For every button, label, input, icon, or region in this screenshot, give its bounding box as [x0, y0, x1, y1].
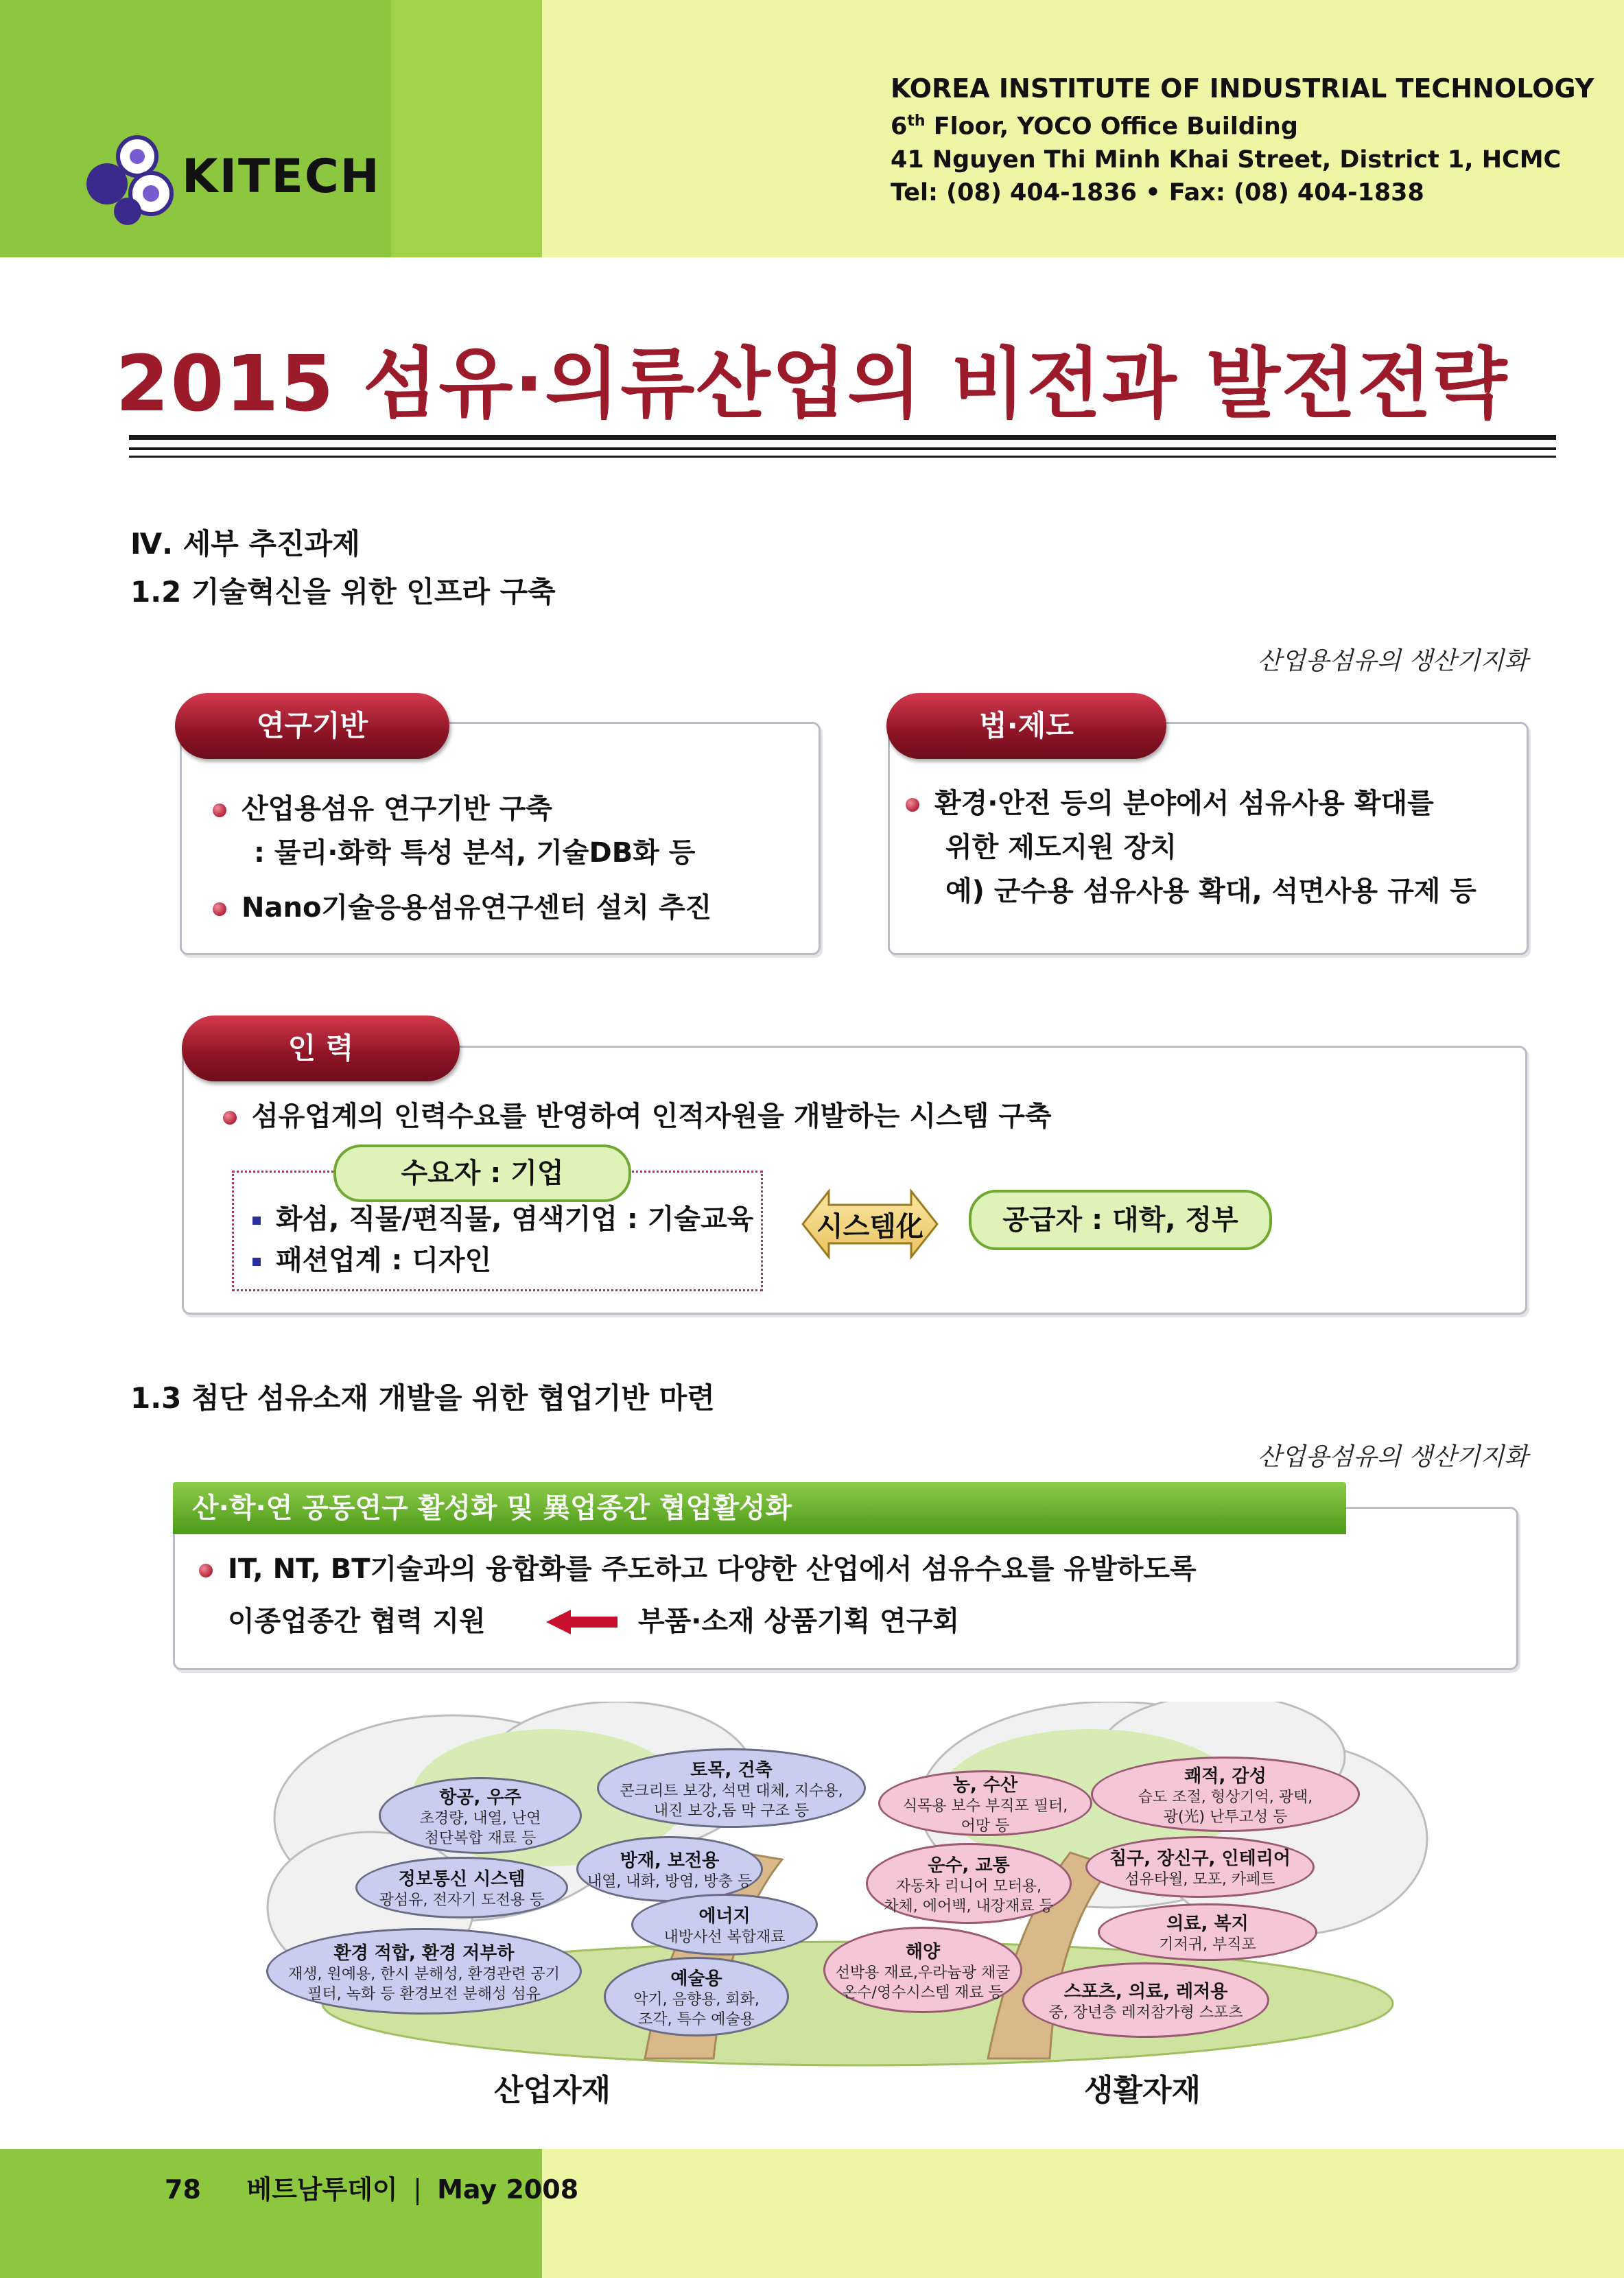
living-item-title: 침구, 장신구, 인테리어	[1109, 1848, 1291, 1869]
industrial-item-desc: 내방사선 복합재료	[663, 1929, 786, 1946]
industrial-item	[576, 1836, 763, 1902]
industrial-item-desc: 악기, 음향용, 회화,	[633, 1991, 760, 2008]
footer-text	[165, 2168, 578, 2206]
title-rule-bottom	[129, 456, 1556, 458]
living-item-desc: 선박용 재료,우라늄광 채굴	[835, 1964, 1011, 1982]
living-item	[878, 1770, 1092, 1836]
collab-item-1-text: IT, NT, BT기술과의 융합화를 주도하고 다양한 산업에서 섬유수요를 유발하도록	[228, 1553, 1197, 1585]
manpower-label: 인 력	[182, 1015, 460, 1081]
industrial-label: 산업자재	[494, 2073, 611, 2108]
demand-label: 수요자 : 기업	[333, 1144, 631, 1202]
floor-number: 6	[891, 113, 908, 141]
industrial-item-title: 예술용	[670, 1968, 722, 1989]
industrial-item	[355, 1857, 568, 1918]
research-item-2	[213, 886, 711, 929]
living-item	[866, 1843, 1072, 1924]
demand-item-2-text: 패션업계 : 디자인	[276, 1245, 492, 1276]
living-item	[1085, 1836, 1315, 1898]
industrial-item-desc: 조각, 특수 예술용	[638, 2010, 755, 2028]
magazine-name: 베트남투데이	[246, 2174, 398, 2205]
footer-divider	[416, 2178, 419, 2205]
living-item-title: 의료, 복지	[1166, 1914, 1249, 1934]
living-item	[1022, 1962, 1269, 2038]
industrial-item-desc: 콘크리트 보강, 석면 대체, 지수용,	[620, 1782, 843, 1800]
collab-research-group: 부품·소재 상품기획 연구회	[638, 1606, 960, 1637]
demand-item-1-text: 화섬, 직물/편직물, 염색기업 : 기술교육	[276, 1203, 754, 1235]
industrial-item	[604, 1957, 789, 2036]
research-label: 연구기반	[175, 693, 449, 759]
caption-2: 산업용섬유의 생산기지화	[1258, 1443, 1528, 1471]
living-item-desc: 온수/영수시스템 재료 등	[843, 1984, 1003, 2001]
living-item-title: 농, 수산	[952, 1774, 1018, 1796]
square-bullet-icon	[252, 1217, 261, 1225]
living-item-title: 쾌적, 감성	[1184, 1765, 1267, 1787]
law-item-1-line-2: 위한 제도지원 장치	[945, 832, 1177, 863]
industrial-item	[379, 1777, 582, 1854]
industrial-item	[631, 1894, 818, 1956]
living-item-desc: 차체, 에어백, 내장재료 등	[884, 1897, 1054, 1915]
title-rule-top	[129, 435, 1556, 440]
logo-text: KITECH	[182, 150, 381, 204]
law-item-1-example: 예) 군수용 섬유사용 확대, 석면사용 규제 등	[945, 876, 1476, 907]
phone-fax: Tel: (08) 404-1836 • Fax: (08) 404-1838	[891, 178, 1424, 207]
section-heading-1-2: 1.2 기술혁신을 위한 인프라 구축	[130, 575, 556, 609]
bullet-icon	[223, 1111, 237, 1125]
living-item-desc: 중, 장년층 레저참가형 스포츠	[1048, 2004, 1243, 2021]
living-item-title: 스포츠, 의료, 레저용	[1063, 1982, 1228, 2002]
research-item-1	[213, 788, 552, 830]
industrial-item-title: 항공, 우주	[439, 1787, 521, 1808]
floor-rest: Floor, YOCO Office Building	[925, 113, 1298, 141]
system-label: 시스템化	[816, 1211, 923, 1243]
collab-item-1-line-2: 이종업종간 협력 지원	[228, 1606, 486, 1637]
living-item	[1098, 1903, 1317, 1961]
living-item-desc: 기저귀, 부직포	[1159, 1936, 1256, 1953]
caption-1: 산업용섬유의 생산기지화	[1258, 647, 1528, 675]
law-label: 법·제도	[886, 693, 1166, 759]
bullet-icon	[199, 1564, 213, 1577]
living-item-desc: 자동차 리니어 모터용,	[895, 1877, 1042, 1895]
address-line-2: 41 Nguyen Thi Minh Khai Street, District 1, HCMC	[891, 145, 1562, 174]
industrial-item-desc: 광섬유, 전자기 도전용 등	[379, 1892, 545, 1909]
title-rule-mid	[129, 447, 1556, 450]
research-item-1-detail: : 물리·화학 특성 분석, 기술DB화 등	[254, 837, 696, 869]
bullet-icon	[213, 902, 226, 916]
institute-name: KOREA INSTITUTE OF INDUSTRIAL TECHNOLOGY	[891, 73, 1594, 104]
industrial-item-title: 에너지	[698, 1906, 751, 1927]
living-item-desc: 광(光) 난투고성 등	[1163, 1808, 1288, 1826]
living-item	[1091, 1757, 1360, 1832]
industrial-item-title: 정보통신 시스템	[398, 1869, 526, 1890]
collab-banner: 산·학·연 공동연구 활성화 및 異업종간 협업활성화	[173, 1482, 1346, 1534]
manpower-item-1	[223, 1095, 1051, 1138]
square-bullet-icon	[252, 1258, 261, 1266]
industrial-item	[597, 1748, 866, 1828]
issue-date: May 2008	[437, 2174, 579, 2205]
industrial-item	[266, 1928, 582, 2015]
page-title: 2015 섬유·의류산업의 비전과 발전전략	[115, 340, 1509, 429]
industrial-item-desc: 첨단복합 재료 등	[424, 1829, 537, 1847]
research-item-1-text: 산업용섬유 연구기반 구축	[242, 793, 552, 825]
industrial-item-title: 토목, 건축	[690, 1759, 773, 1781]
living-item-title: 해양	[905, 1941, 941, 1962]
manpower-item-1-text: 섬유업계의 인력수요를 반영하여 인적자원을 개발하는 시스템 구축	[252, 1101, 1052, 1132]
header-green-stripe	[391, 0, 542, 257]
left-arrow-icon	[546, 1610, 617, 1634]
living-item	[823, 1927, 1022, 2013]
living-item-title: 운수, 교통	[928, 1855, 1010, 1876]
law-item-1-text: 환경·안전 등의 분야에서 섬유사용 확대를	[934, 788, 1434, 819]
industrial-item-desc: 내열, 내화, 방염, 방충 등	[587, 1873, 753, 1890]
industrial-item-desc: 재생, 원예용, 한시 분해성, 환경관련 공기	[288, 1965, 560, 1983]
section-heading-4: Ⅳ. 세부 추진과제	[130, 527, 360, 561]
industrial-item-desc: 필터, 녹화 등 환경보전 분해성 섬유	[307, 1985, 541, 2003]
industrial-item-desc: 내진 보강,돔 막 구조 등	[653, 1802, 810, 1820]
industrial-item-title: 방재, 보전용	[620, 1851, 720, 1871]
collab-item-1	[199, 1548, 1197, 1590]
law-item-1	[906, 782, 1434, 825]
living-item-desc: 섬유타월, 모포, 카페트	[1125, 1871, 1275, 1888]
living-item-desc: 습도 조절, 형상기억, 광택,	[1138, 1788, 1313, 1806]
section-heading-1-3: 1.3 첨단 섬유소재 개발을 위한 협업기반 마련	[130, 1381, 715, 1415]
institute-info	[891, 72, 1594, 209]
address-line-1	[891, 105, 1594, 143]
living-label: 생활자재	[1084, 2073, 1201, 2108]
demand-item-1	[252, 1198, 753, 1241]
kitech-logo-icon	[74, 130, 191, 233]
supply-label: 공급자 : 대학, 정부	[969, 1190, 1272, 1250]
floor-suffix: th	[907, 113, 926, 130]
page-number: 78	[165, 2174, 201, 2205]
industrial-item-desc: 초경량, 내열, 난연	[419, 1809, 541, 1827]
demand-item-2	[252, 1239, 491, 1282]
research-item-2-text: Nano기술응용섬유연구센터 설치 추진	[242, 892, 712, 924]
living-item-desc: 식목용 보수 부직포 필터,	[902, 1797, 1068, 1815]
industrial-item-title: 환경 적합, 환경 저부하	[333, 1942, 515, 1964]
living-item-desc: 어망 등	[961, 1817, 1010, 1835]
bullet-icon	[906, 798, 919, 812]
bullet-icon	[213, 803, 226, 817]
